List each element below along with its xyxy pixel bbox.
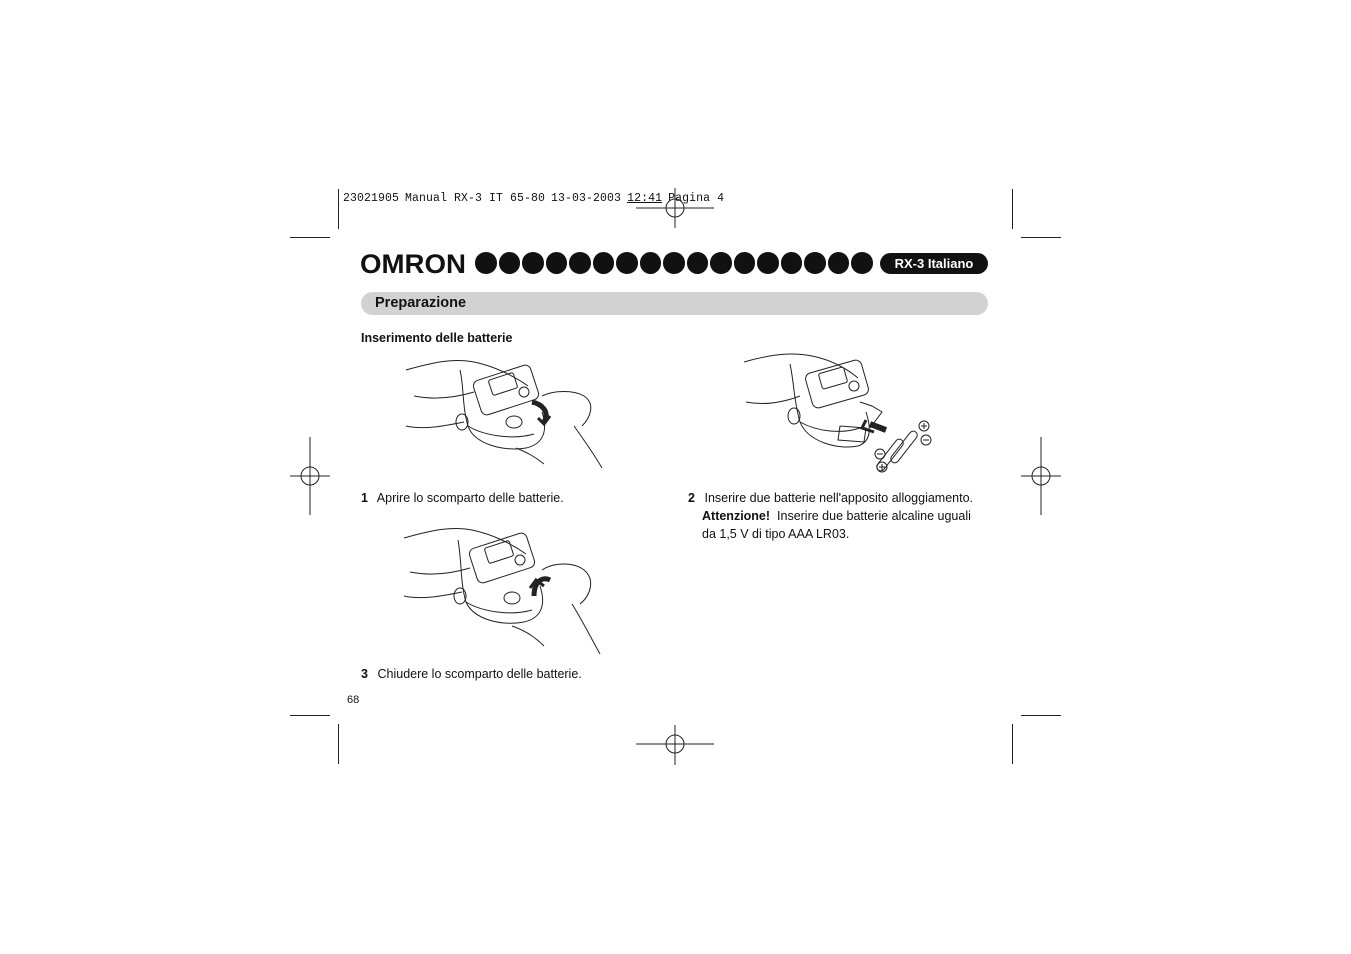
slug-date: 13-03-2003 xyxy=(551,192,622,205)
wrist-monitor-open-icon xyxy=(404,356,606,470)
svg-text:OMRON: OMRON xyxy=(360,252,466,276)
step-number: 3 xyxy=(361,667,368,681)
header-dot-row xyxy=(475,252,873,274)
registration-mark-top xyxy=(636,188,714,228)
section-title: Preparazione xyxy=(375,295,467,311)
header-dot xyxy=(781,252,803,274)
crop-mark-br-v xyxy=(1012,724,1013,764)
header-dot xyxy=(828,252,850,274)
crop-mark-tl-h xyxy=(290,237,330,238)
header-dot xyxy=(663,252,685,274)
step-text: Aprire lo scomparto delle batterie. xyxy=(376,491,564,505)
step-number: 1 xyxy=(361,491,368,505)
crop-mark-bl-h xyxy=(290,715,330,716)
header-dot xyxy=(734,252,756,274)
step-text: Inserire due batterie nell'apposito alloggiamento. xyxy=(704,491,974,505)
header-dot xyxy=(640,252,662,274)
registration-mark-left xyxy=(290,437,330,515)
crop-mark-tr-h xyxy=(1021,237,1061,238)
header-dot xyxy=(569,252,591,274)
header-dot xyxy=(546,252,568,274)
crop-mark-tl-v xyxy=(338,189,339,229)
page-number: 68 xyxy=(347,694,360,706)
warning-label: Attenzione! xyxy=(702,509,771,523)
crop-mark-br-h xyxy=(1021,715,1061,716)
header-dot xyxy=(757,252,779,274)
header-dot xyxy=(687,252,709,274)
header-dot xyxy=(522,252,544,274)
step-1 xyxy=(361,489,564,507)
step-number: 2 xyxy=(688,491,695,505)
header-dot xyxy=(499,252,521,274)
slug-doc: Manual RX-3 IT 65-80 xyxy=(405,192,546,205)
header-dot xyxy=(804,252,826,274)
warning-text-cont: da 1,5 V di tipo AAA LR03. xyxy=(702,527,850,541)
slug-page: Pagina 4 xyxy=(668,192,725,205)
wrist-monitor-close-icon xyxy=(402,522,604,656)
slug-code: 23021905 xyxy=(343,192,400,205)
step-3 xyxy=(361,665,582,683)
header-dot xyxy=(616,252,638,274)
crop-mark-tr-v xyxy=(1012,189,1013,229)
crop-mark-bl-v xyxy=(338,724,339,764)
step-text: Chiudere lo scomparto delle batterie. xyxy=(377,667,582,681)
section-bar xyxy=(361,292,988,315)
battery-insertion-icon xyxy=(742,352,938,478)
header-dot xyxy=(475,252,497,274)
header-dot xyxy=(593,252,615,274)
registration-mark-bottom xyxy=(636,725,714,765)
registration-mark-right xyxy=(1021,437,1061,515)
header-dot xyxy=(710,252,732,274)
warning-text: Inserire due batterie alcaline uguali xyxy=(777,509,971,523)
header-dot xyxy=(851,252,873,274)
subheading: Inserimento delle batterie xyxy=(361,331,513,345)
step-2 xyxy=(688,489,998,543)
language-badge: RX-3 Italiano xyxy=(880,253,988,274)
slug-time: 12:41 xyxy=(627,192,663,205)
omron-logo xyxy=(360,252,468,276)
